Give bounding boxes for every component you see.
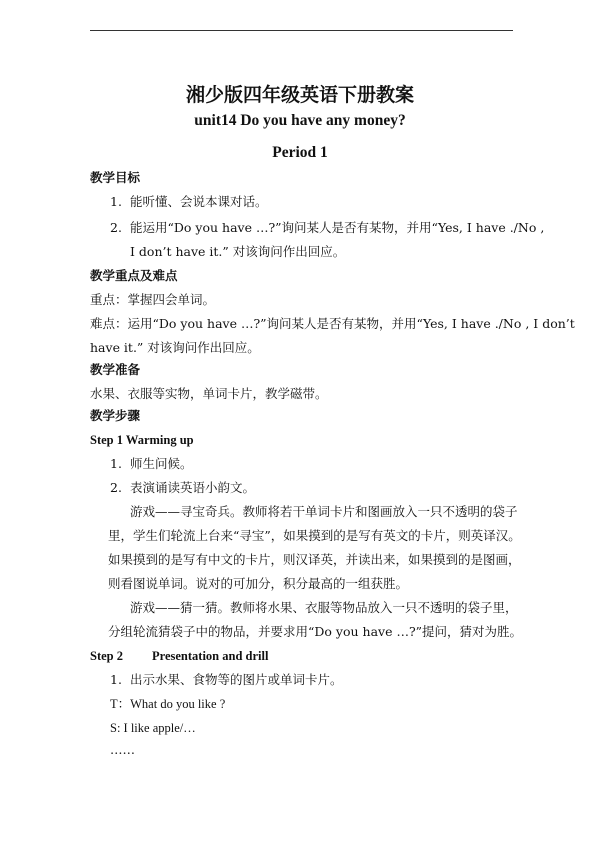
header-rule [90,30,513,31]
document-title: 湘少版四年级英语下册教案 [185,84,414,106]
game1-line-3: 如果摸到的是写有中文的卡片，则汉译英，并读出来，如果摸到的是图画， [108,552,521,567]
objectives-heading: 教学目标 [90,170,141,185]
step1-item-2-text: 表演诵读英语小韵文。 [130,480,256,495]
period-heading: Period 1 [272,144,328,161]
keypoint-text: 重点：掌握四会单词。 [90,292,216,307]
objective-1-number: 1. [110,194,122,209]
objective-2-line-2: I don’t have it.” 对该询问作出回应。 [130,244,346,259]
game1-line-2: 里，学生们轮流上台来“寻宝”，如果摸到的是写有英文的卡片，则英译汉。 [108,528,521,543]
step2-label: Step 2 [90,649,123,663]
step1-item-1-text: 师生问候。 [130,456,193,471]
dialog-teacher-line: T：What do you like ? [110,697,226,711]
step1-item-2-number: 2. [110,480,122,495]
prep-text: 水果、衣服等实物，单词卡片，教学磁带。 [90,386,328,401]
step2-item-1-number: 1. [110,672,122,687]
objective-2-number: 2. [110,220,122,235]
game2-line-2: 分组轮流猜袋子中的物品，并要求用“Do you have …?”提问，猜对为胜。 [108,624,523,639]
prep-heading: 教学准备 [90,362,141,377]
unit-subtitle: unit14 Do you have any money? [194,112,406,129]
step1-item-1-number: 1. [110,456,122,471]
objective-2-line-1: 能运用“Do you have …?”询问某人是否有某物，并用“Yes, I have ./No , [130,220,545,235]
game2-line-1: 游戏——猜一猜。教师将水果、衣服等物品放入一只不透明的袋子里， [130,600,518,615]
step1-heading: Step 1 Warming up [90,433,194,447]
steps-heading: 教学步骤 [90,408,141,423]
step2-title: Presentation and drill [152,649,269,663]
dialog-student-line: S: I like apple/… [110,721,196,735]
difficulty-line-1: 难点：运用“Do you have …?”询问某人是否有某物，并用“Yes, I have ./No , I don’t [90,316,575,331]
difficulty-line-2: have it.” 对该询问作出回应。 [90,340,260,355]
step2-item-1-text: 出示水果、食物等的图片或单词卡片。 [130,672,343,687]
objective-1-text: 能听懂、会说本课对话。 [130,194,268,209]
ellipsis-line: …… [110,742,135,757]
game1-line-1: 游戏——寻宝奇兵。教师将若干单词卡片和图画放入一只不透明的袋子 [130,504,518,519]
game1-line-4: 则看图说单词。说对的可加分，积分最高的一组获胜。 [108,576,409,591]
keypoints-heading: 教学重点及难点 [90,268,178,283]
